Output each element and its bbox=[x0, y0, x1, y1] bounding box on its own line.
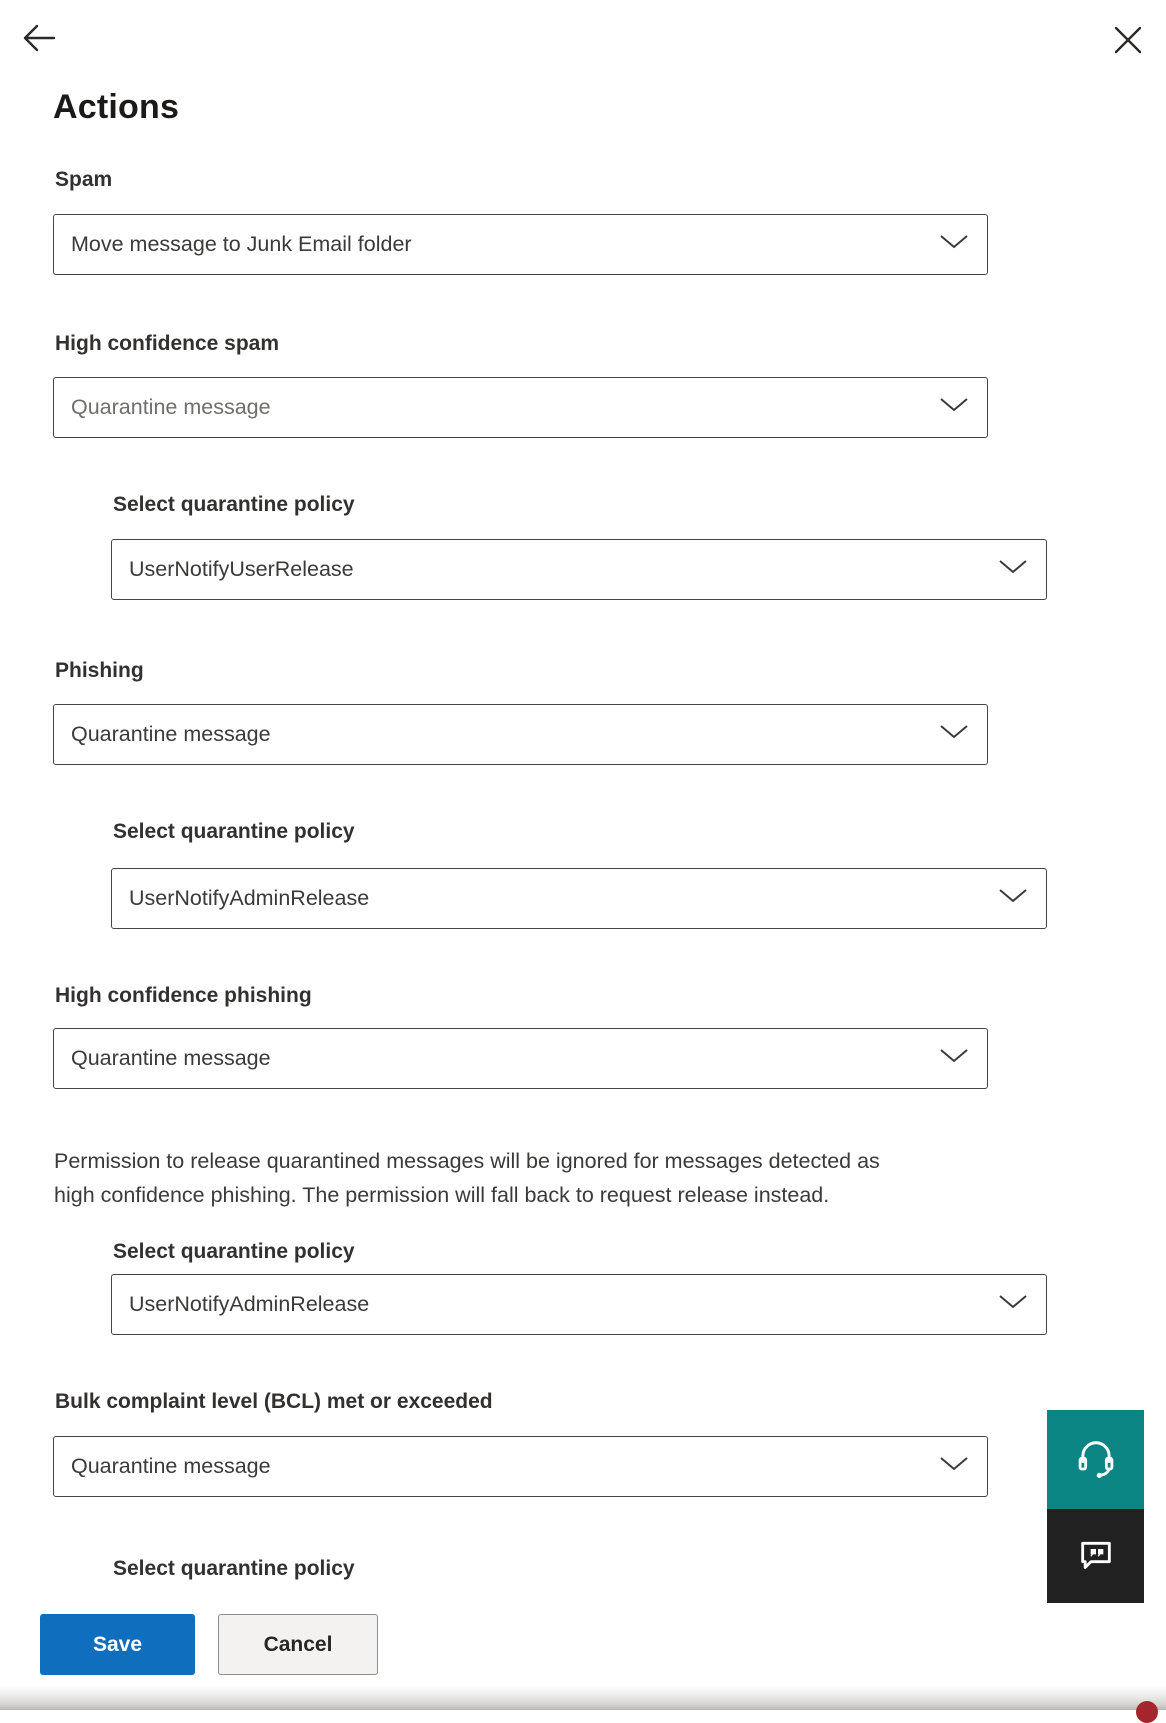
chevron-down-icon bbox=[939, 724, 969, 745]
bottom-edge-gradient bbox=[0, 1686, 1166, 1710]
hcp-quarantine-policy-label: Select quarantine policy bbox=[113, 1240, 355, 1263]
hcp-quarantine-policy-value: UserNotifyAdminRelease bbox=[129, 1292, 370, 1316]
hcs-quarantine-policy-label: Select quarantine policy bbox=[113, 493, 355, 516]
hcs-quarantine-policy-dropdown[interactable] bbox=[111, 539, 1047, 600]
high-confidence-spam-value: Quarantine message bbox=[71, 395, 271, 419]
page-title: Actions bbox=[53, 88, 180, 126]
phishing-label: Phishing bbox=[55, 659, 144, 682]
chevron-down-icon bbox=[998, 1294, 1028, 1315]
spam-action-dropdown[interactable] bbox=[53, 214, 988, 275]
close-icon bbox=[1112, 44, 1144, 59]
note-line: Permission to release quarantined messages will be ignored for messages detected as bbox=[54, 1149, 880, 1173]
hcp-quarantine-policy-dropdown[interactable] bbox=[111, 1274, 1047, 1335]
close-button[interactable] bbox=[1112, 24, 1144, 56]
chevron-down-icon bbox=[939, 234, 969, 255]
note-line: high confidence phishing. The permission will fall back to request release instead. bbox=[54, 1183, 830, 1207]
high-confidence-spam-label: High confidence spam bbox=[55, 332, 280, 355]
bcl-action-dropdown[interactable] bbox=[53, 1436, 988, 1497]
phishing-quarantine-policy-label: Select quarantine policy bbox=[113, 820, 355, 843]
chevron-down-icon bbox=[939, 1456, 969, 1477]
clipped-red-badge bbox=[1136, 1701, 1158, 1723]
high-confidence-phishing-label: High confidence phishing bbox=[55, 984, 312, 1007]
phishing-action-value: Quarantine message bbox=[71, 722, 271, 746]
high-confidence-phishing-dropdown[interactable] bbox=[53, 1028, 988, 1089]
phishing-action-dropdown[interactable] bbox=[53, 704, 988, 765]
headset-icon bbox=[1075, 1436, 1117, 1483]
high-confidence-phishing-note bbox=[54, 1144, 880, 1212]
hcs-quarantine-policy-value: UserNotifyUserRelease bbox=[129, 557, 354, 581]
phishing-quarantine-policy-value: UserNotifyAdminRelease bbox=[129, 886, 370, 910]
spam-action-value: Move message to Junk Email folder bbox=[71, 232, 412, 256]
back-button[interactable] bbox=[21, 21, 57, 55]
bcl-quarantine-policy-label: Select quarantine policy bbox=[113, 1557, 355, 1580]
cancel-button[interactable]: Cancel bbox=[218, 1614, 378, 1675]
phishing-quarantine-policy-dropdown[interactable] bbox=[111, 868, 1047, 929]
spam-label: Spam bbox=[55, 168, 113, 191]
help-support-button[interactable] bbox=[1047, 1410, 1144, 1509]
feedback-button[interactable] bbox=[1047, 1509, 1144, 1603]
save-button[interactable]: Save bbox=[40, 1614, 195, 1675]
chat-feedback-icon bbox=[1076, 1535, 1116, 1578]
bcl-action-value: Quarantine message bbox=[71, 1454, 271, 1478]
bcl-label: Bulk complaint level (BCL) met or exceeded bbox=[55, 1390, 493, 1413]
high-confidence-phishing-value: Quarantine message bbox=[71, 1046, 271, 1070]
high-confidence-spam-dropdown[interactable] bbox=[53, 377, 988, 438]
chevron-down-icon bbox=[998, 888, 1028, 909]
chevron-down-icon bbox=[998, 559, 1028, 580]
arrow-left-icon bbox=[21, 43, 57, 58]
chevron-down-icon bbox=[939, 397, 969, 418]
chevron-down-icon bbox=[939, 1048, 969, 1069]
